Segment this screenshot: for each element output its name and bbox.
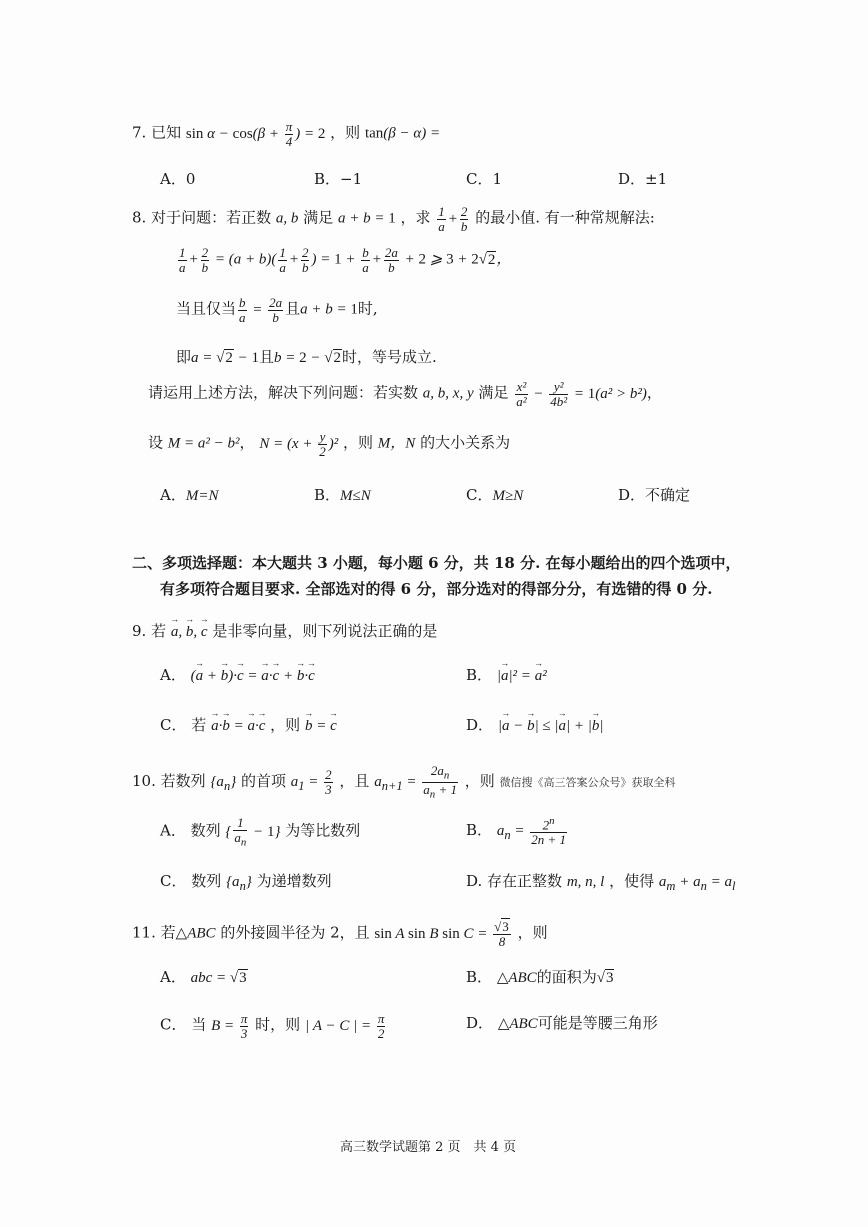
q7-option-d[interactable]: D．±1 — [618, 170, 668, 188]
q8-option-d[interactable]: D．不确定 — [618, 486, 691, 504]
q10-option-d[interactable]: D. 存在正整数 m, n, l ，使得 $a_m + a_n = a_l$ — [466, 872, 736, 893]
q10-option-a[interactable]: A． 数列 { $\frac{1}{a_n}$ − 1} 为等比数列 — [160, 815, 361, 849]
q10-option-b[interactable]: B． $a_n$ = $\frac{2^n}{2n + 1}$ — [466, 815, 566, 847]
q11-option-c[interactable]: C． 当 B = $\frac{\pi}{3}$ 时，则 | A − C | = $\frac{\pi}{2}$ — [160, 1011, 385, 1041]
q10-stem: 10. 若数列 $\{a_n\}$ 的首项 $a_1$ = $\frac{2}{3}$ ，且 $a_{n+1}$ = $\frac{2a_n}{a_n + 1}$ ，则 微信搜《高三答案公众号》获取全科 — [132, 763, 676, 801]
q7-number: 7. — [132, 123, 147, 142]
q11-stem: 11. 若△ABC 的外接圆半径为 2，且 sin A sin B sin C = $\frac{√3}{8}$ ，则 — [132, 919, 548, 949]
q7-option-c[interactable]: C．1 — [466, 170, 503, 188]
q7-target: tan(β − α) = — [364, 125, 441, 142]
q10-option-c[interactable]: C． 数列 $\{a_n\}$ 为递增数列 — [160, 872, 332, 893]
q11-number: 11. — [132, 923, 156, 942]
q8-option-a[interactable]: A．M=N — [160, 486, 219, 504]
q9-stem: 9. 若 → a, → b, → c 是非零向量，则下列说法正确的是 — [132, 622, 437, 641]
q8-define-line: 设 M = a² − b²， N = (x + $\frac{y}{2}$ )² ，则 M，N 的大小关系为 — [148, 429, 511, 459]
q9-option-b[interactable]: B． |→ a|² = → a² — [466, 666, 547, 685]
section-2-heading-line1: 二、多项选择题：本大题共 3 小题，每小题 6 分，共 18 分. 在每小题给出的四个选项中， — [132, 554, 741, 572]
q7-option-a[interactable]: A．0 — [160, 170, 196, 188]
q7-stem: 7. 已知 sin α − cos(β + $\frac{\pi}{4}$ ) = 2 ，则 tan(β − α) = — [132, 119, 441, 149]
q8-problem-line: 请运用上述方法，解决下列问题：若实数 a, b, x, y 满足 $\frac{\text{x²}}{\text{a²}}$ − $\frac{\text{y²}}{\text{4b²}}$ = 1(a² > b²)， — [148, 379, 662, 409]
q8-stem: 8. 对于问题：若正数 a, b 满足 a + b = 1 ，求 $\frac{1}{a}$ + $\frac{2}{b}$ 的最小值. 有一种常规解法: — [132, 204, 655, 234]
q9-option-d[interactable]: D． |→ a − → b| ≤ |→ a| + |→ b| — [466, 716, 604, 735]
q8-number: 8. — [132, 208, 147, 227]
q7-option-b[interactable]: B．−1 — [314, 170, 363, 188]
q8-solution-line: $\frac{1}{a}$ + $\frac{2}{b}$ = (a + b)( $\frac{1}{a}$ + $\frac{2}{b}$ ) = 1 + $\frac{b}{a}$ + $\frac{2a}{b}$ + 2 ⩾ 3 + 2√2， — [179, 245, 512, 275]
q9-option-a[interactable]: A． (→ a + → b)·→ c = → a·→ c + → b·→ c — [160, 666, 315, 685]
q11-option-d[interactable]: D． △ABC可能是等腰三角形 — [466, 1014, 658, 1032]
q8-option-b[interactable]: B．M≤N — [314, 486, 371, 504]
q8-option-c[interactable]: C．M≥N — [466, 486, 524, 504]
page-footer: 高三数学试题第 2 页 共 4 页 — [340, 1140, 517, 1155]
q11-option-b[interactable]: B． △ABC的面积为√3 — [466, 968, 614, 986]
q8-equality-line: 即a = √2 − 1且b = 2 − √2时，等号成立. — [176, 348, 437, 366]
q9-option-c[interactable]: C． 若 → a·→ b = → a·→ c ，则 → b = → c — [160, 716, 337, 735]
q10-number: 10. — [132, 771, 156, 790]
q11-option-a[interactable]: A． abc = √3 — [160, 968, 247, 986]
section-2-heading-line2: 有多项符合题目要求. 全部选对的得 6 分，部分选对的得部分分，有选错的得 0 分. — [160, 580, 713, 598]
q8-condition-line: 当且仅当 $\frac{b}{a}$ = $\frac{2a}{b}$ 且a + b = 1时, — [176, 295, 378, 325]
q9-number: 9. — [132, 622, 147, 640]
q7-equation: sin α − cos(β + $\frac{\pi}{4}$ ) = 2 — [185, 119, 326, 149]
watermark-text: 微信搜《高三答案公众号》获取全科 — [499, 775, 676, 789]
